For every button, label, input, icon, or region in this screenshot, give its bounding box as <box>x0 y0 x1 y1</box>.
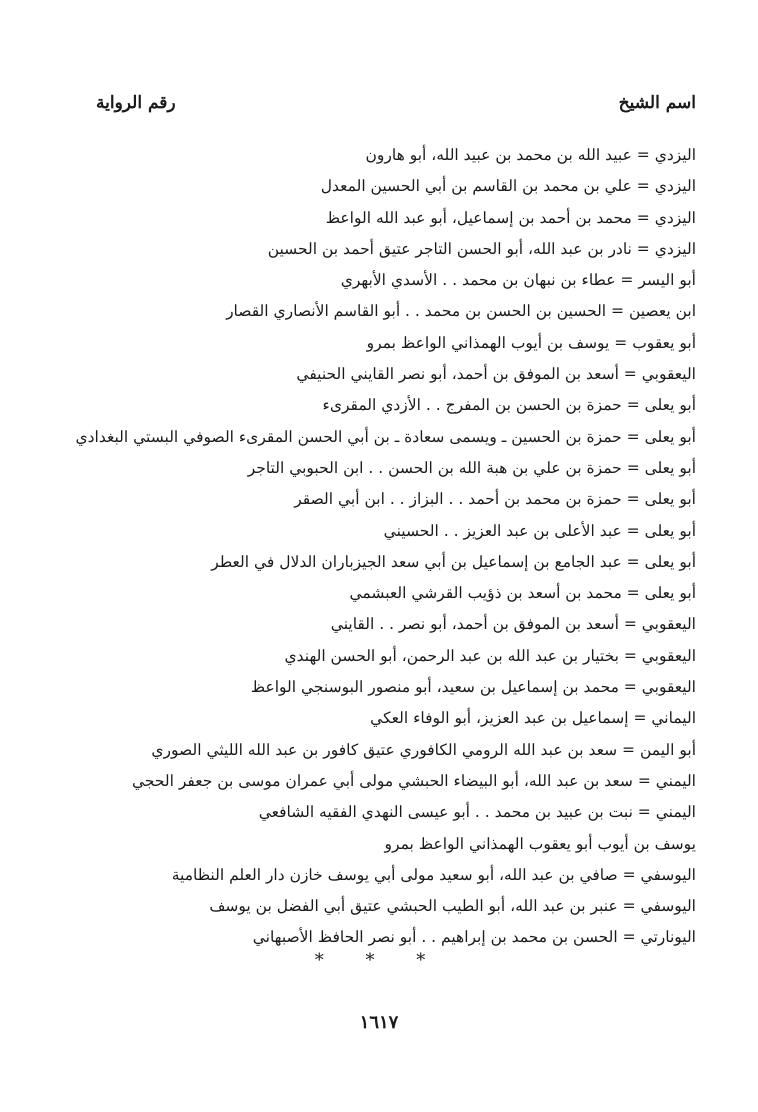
index-entry-list <box>75 140 696 954</box>
entry-text: اليزدي = نادر بن عبد الله، أبو الحسن التاجر عتيق أحمد بن الحسين <box>267 239 696 258</box>
index-entry <box>75 422 696 453</box>
entry-text: أبو يعقوب = يوسف بن أيوب الهمذاني الواعظ بمرو <box>366 333 696 352</box>
entry-text: اليزدي = محمد بن أحمد بن إسماعيل، أبو عبد الله الواعظ <box>325 208 696 227</box>
index-entry <box>96 547 696 578</box>
index-entry <box>96 171 696 202</box>
index-entry <box>96 296 696 327</box>
entry-text: اليزدي = علي بن محمد بن القاسم بن أبي الحسين المعدل <box>320 177 696 196</box>
index-entry <box>96 516 696 547</box>
page-number: ١٦١٧ <box>359 1012 399 1033</box>
index-entry <box>96 641 696 672</box>
index-entry <box>96 766 696 797</box>
entry-text: اليوسفي = عنبر بن عبد الله، أبو الطيب الحبشي عتيق أبي الفضل بن يوسف <box>209 897 696 916</box>
index-entry <box>96 860 696 891</box>
index-entry <box>96 234 696 265</box>
column-header-sheikh-name: اسم الشيخ <box>618 93 696 113</box>
index-entry <box>96 484 696 515</box>
entry-text: أبو يعلى = عبد الجامع بن إسماعيل بن أبي سعد الجيزباران الدلال في العطر <box>211 552 696 571</box>
index-entry <box>96 578 696 609</box>
entry-text: أبو يعلى = حمزة بن علي بن هبة الله بن الحسن . . ابن الحبوبي التاجر <box>247 458 696 477</box>
index-entry <box>96 265 696 296</box>
entry-text: أبو يعلى = حمزة بن الحسن بن المفرج . . الأزدي المقرىء <box>322 396 696 415</box>
index-entry <box>96 328 696 359</box>
column-header-narration-number: رقم الرواية <box>96 93 176 113</box>
entry-text: أبو يعلى = حمزة بن محمد بن أحمد . . البزاز . . ابن أبي الصقر <box>294 490 696 509</box>
entry-text: أبو اليسر = عطاء بن نبهان بن محمد . . الأسدي الأبهري <box>340 271 696 290</box>
index-entry <box>96 203 696 234</box>
entry-text: اليمني = نبت بن عبيد بن محمد . . أبو عيسى النهدي الفقيه الشافعي <box>258 803 696 822</box>
entry-text: يوسف بن أيوب أبو يعقوب الهمذاني الواعظ بمرو <box>384 834 696 853</box>
entry-text: أبو يعلى = عبد الأعلى بن عبد العزيز . . الحسيني <box>383 521 696 540</box>
index-entry <box>96 829 696 860</box>
entry-text: اليعقوبي = بختيار بن عبد الله بن عبد الرحمن، أبو الحسن الهندي <box>284 646 696 665</box>
entry-text: اليعقوبي = أسعد بن الموفق بن أحمد، أبو نصر القايني الحنيفي <box>296 365 696 384</box>
index-entry <box>96 140 696 171</box>
index-entry <box>96 891 696 922</box>
entry-text: اليونارتي = الحسن بن محمد بن إبراهيم . . أبو نصر الحافظ الأصبهاني <box>252 928 696 947</box>
entry-text: اليعقوبي = أسعد بن الموفق بن أحمد، أبو نصر . . القايني <box>330 615 696 634</box>
entry-text: اليعقوبي = محمد بن إسماعيل بن سعيد، أبو منصور البوسنجي الواعظ <box>250 678 696 697</box>
entry-text: اليزدي = عبيد الله بن محمد بن عبيد الله، أبو هارون <box>365 146 696 164</box>
index-entry <box>96 359 696 390</box>
section-separator: * * * <box>314 950 444 971</box>
index-entry <box>96 609 696 640</box>
entry-text: اليماني = إسماعيل بن عبد العزيز، أبو الوفاء العكي <box>370 709 696 728</box>
index-entry <box>96 390 696 421</box>
entry-text: أبو يعلى = حمزة بن الحسين ـ ويسمى سعادة ـ بن أبي الحسن المقرىء الصوفي البستي البغدادي <box>75 427 696 446</box>
entry-text: اليمني = سعد بن عبد الله، أبو البيضاء الحبشي مولى أبي عمران موسى بن جعفر الحجي <box>131 771 696 790</box>
entry-text: أبو اليمن = سعد بن عبد الله الرومي الكافوري عتيق كافور بن عبد الله الليثي الصوري <box>151 740 696 759</box>
entry-text: أبو يعلى = محمد بن أسعد بن ذؤيب القرشي العبشمي <box>349 584 696 603</box>
entry-text: اليوسفي = صافي بن عبد الله، أبو سعيد مولى أبي يوسف خازن دار العلم النظامية <box>171 865 696 884</box>
index-entry <box>96 453 696 484</box>
index-entry <box>96 735 696 766</box>
index-entry <box>96 797 696 828</box>
index-entry <box>96 703 696 734</box>
index-entry <box>96 672 696 703</box>
entry-text: ابن يعصين = الحسين بن الحسن بن محمد . . أبو القاسم الأنصاري القصار <box>226 302 696 321</box>
